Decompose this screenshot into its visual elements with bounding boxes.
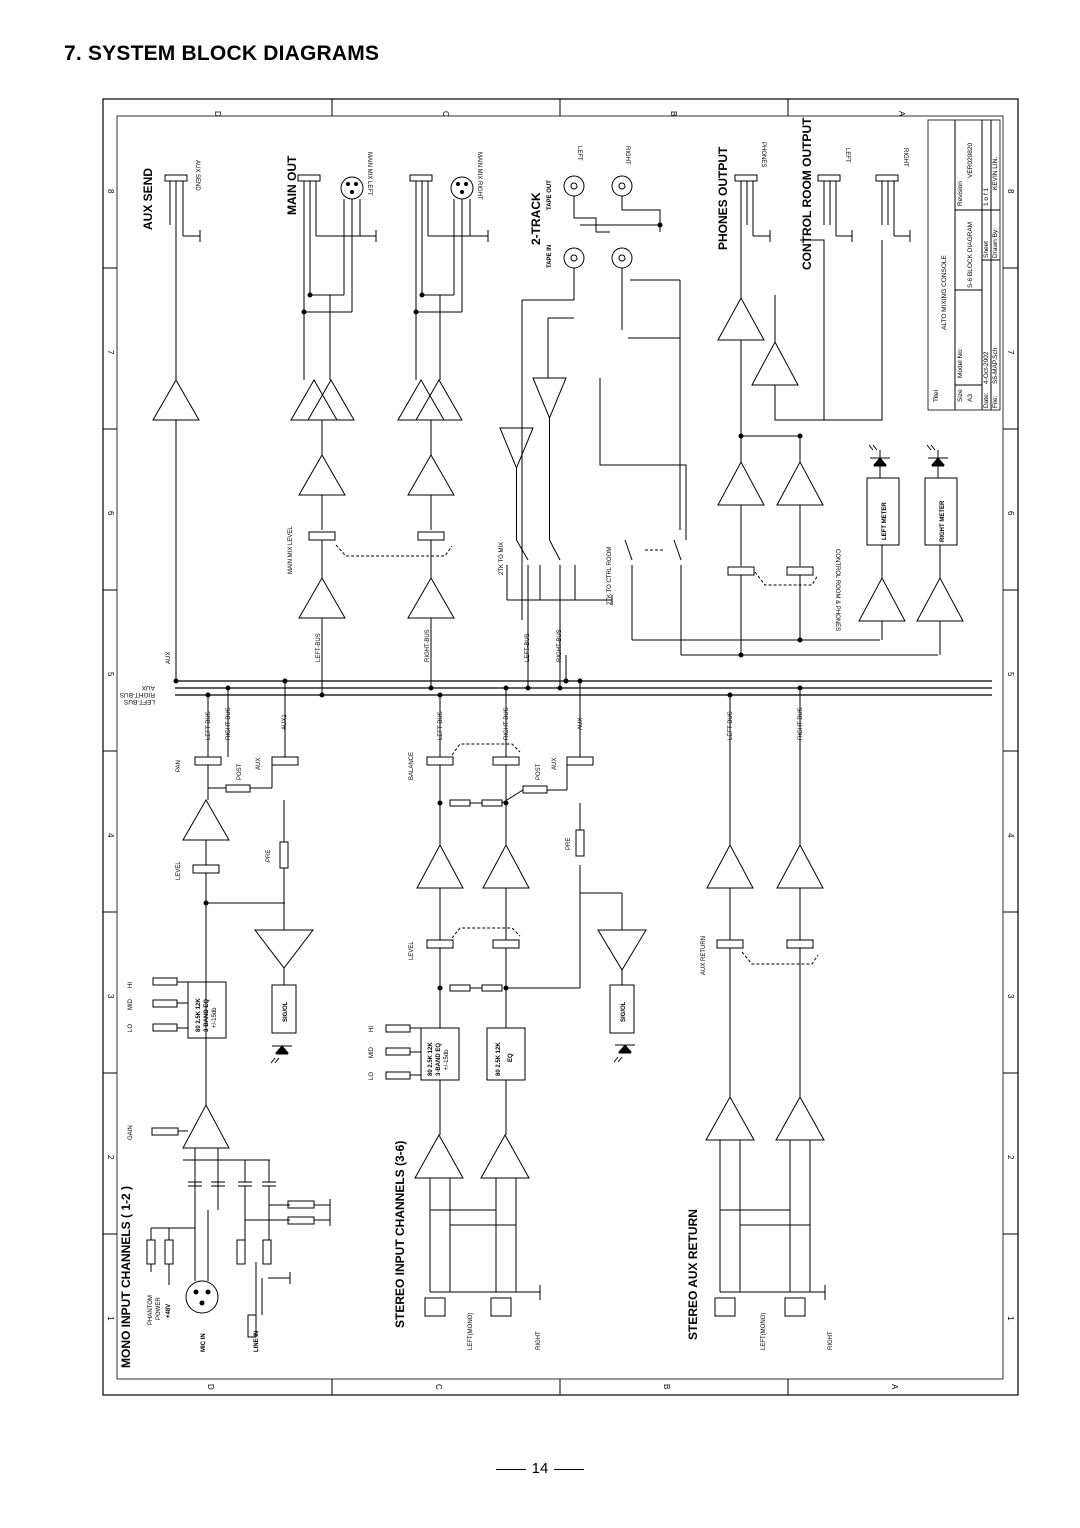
section-title-stereo-aux-return: STEREO AUX RETURN (686, 1209, 700, 1340)
mono-hi-label: HI (128, 982, 134, 988)
right-meter-led-icon (927, 445, 948, 478)
control-room-right-jack (876, 175, 898, 181)
page-number (0, 1460, 1080, 1477)
bus-label-aux: AUX (141, 684, 155, 691)
title-block-size-value: A3 (967, 394, 974, 402)
aux-return-input-amp-left (706, 1097, 754, 1140)
mono-level-label: LEVEL (176, 861, 182, 880)
right-meter-label: RIGHT METER (940, 500, 946, 542)
tk-left-bus-tag: LEFT-BUS (525, 633, 531, 662)
zone-letter-top-b: B (669, 111, 678, 117)
zone-number-right-6: 6 (1006, 511, 1015, 516)
main-out-left-path (291, 175, 376, 697)
phones-amp (718, 298, 764, 340)
mono-mid-label: MID (128, 999, 134, 1010)
stereo-input-amp-right (481, 1135, 529, 1178)
title-block-date-label: Date: (983, 392, 990, 408)
page-title: 7. SYSTEM BLOCK DIAGRAMS (64, 42, 380, 65)
zone-number-left-7: 7 (106, 350, 115, 355)
stereo-post-label: POST (536, 763, 542, 780)
title-block-sheet-value: 1 o f 1 (983, 187, 990, 206)
mono-gain-knob (152, 1128, 178, 1135)
stereo-aux-label: AUX (552, 757, 558, 770)
main-out-left-amp (299, 455, 345, 495)
tape-out-left-rca (564, 176, 584, 196)
phantom-power-label: POWER (156, 1297, 162, 1320)
stereo-eq-freqs-left: 80 2.5K 12K (428, 1042, 434, 1076)
aux-send-jack (165, 175, 187, 181)
mono-pre-switch (280, 842, 288, 868)
stereo-sig-ol-detector (598, 930, 646, 970)
section-title-stereo-input: STEREO INPUT CHANNELS (3-6) (393, 1140, 407, 1328)
aux-return-right-jack (785, 1298, 805, 1316)
mono-pre-label: PRE (266, 849, 272, 862)
control-room-amp-right (777, 462, 823, 505)
page-number-text: 14 (531, 1460, 549, 1477)
mono-aux-label: AUX (256, 757, 262, 770)
control-room-fader-left (728, 567, 754, 575)
main-out-right-xlr (451, 177, 473, 199)
mic-in-xlr (186, 1281, 218, 1313)
stereo-balance-knob-left (427, 757, 453, 765)
mono-aux1-tag: AUX1 (282, 714, 288, 730)
title-block-drawn-label: Drawn By: (992, 228, 999, 258)
mono-pan-label: PAN (176, 760, 182, 772)
zone-letter-top-c: C (441, 111, 450, 117)
title-block-file-label: File: (992, 395, 999, 408)
control-room-left-jack (818, 175, 840, 181)
stereo-right-bus-tag: RIGHT-BUS (504, 707, 510, 740)
mono-eq-freqs: 80 2.5K 12K (196, 998, 202, 1032)
main-out-right-jack (410, 175, 432, 181)
mono-eq-gain: +/-15db (212, 1007, 218, 1028)
tape-right-label: RIGHT (624, 146, 630, 165)
stereo-right-label: RIGHT (536, 1331, 542, 1350)
stereo-input-amp-left (415, 1135, 463, 1178)
mono-left-bus-tag: LEFT-BUS (206, 711, 212, 740)
stereo-eq-gain-left: +/-15db (444, 1049, 450, 1070)
zone-letter-bottom-c: C (434, 1384, 443, 1390)
tape-in-label: TAPE IN (547, 244, 553, 268)
aux-send-amp (153, 380, 199, 420)
zone-number-right-3: 3 (1006, 994, 1015, 999)
stereo-mid-label: MID (369, 1047, 375, 1058)
aux-return-left-mono-label: LEFT(MONO) (761, 1312, 767, 1350)
zone-number-left-3: 3 (106, 994, 115, 999)
main-mix-left-label: MAIN MIX LEFT (366, 152, 372, 196)
tape-out-label: TAPE OUT (547, 180, 553, 210)
mono-sig-ol-detector (255, 930, 313, 968)
aux-return-amp-left (707, 845, 753, 888)
section-title-mono-input: MONO INPUT CHANNELS ( 1-2 ) (119, 1185, 133, 1368)
phones-label: PHONES (760, 142, 766, 168)
left-meter-led-icon (869, 445, 890, 478)
main-out-right-amp (408, 455, 454, 495)
phantom-label: PHANTOM (148, 1295, 154, 1325)
left-meter-amp (859, 578, 905, 621)
zone-letter-bottom-b: B (662, 1384, 671, 1390)
mono-lo-label: LO (128, 1023, 134, 1032)
right-meter-amp (917, 578, 963, 621)
zone-number-left-4: 4 (106, 833, 115, 838)
tape-out-right-rca (612, 176, 632, 196)
zone-letter-top-d: D (213, 111, 222, 117)
mixing-buses (175, 681, 992, 695)
title-block-model-label: Model No: (957, 348, 964, 378)
zone-number-right-1: 1 (1006, 1316, 1015, 1321)
stereo-balance-knob-right (493, 757, 519, 765)
section-title-aux-send: AUX SEND (141, 167, 155, 230)
aux-return-fader-left (717, 940, 743, 948)
stereo-eq-label-right: EQ (508, 1053, 514, 1062)
title-block-revision-value: VER020820 (967, 142, 974, 178)
mic-in-label: MIC IN (201, 1333, 207, 1352)
phones-jack (735, 175, 757, 181)
stereo-right-jack (491, 1298, 511, 1316)
zone-number-right-8: 8 (1006, 189, 1015, 194)
aux-return-label: AUX RETURN (701, 935, 707, 975)
stereo-lo-label: LO (369, 1071, 375, 1080)
aux-send-vertical-label: AUX (166, 651, 172, 664)
mono-sig-ol-label: SIG/OL (283, 1001, 289, 1022)
stereo-level-fader-right (493, 940, 519, 948)
zone-number-right-4: 4 (1006, 833, 1015, 838)
phantom-48v-label: +48V (166, 1303, 172, 1318)
stereo-aux-tag: AUX (578, 717, 584, 730)
section-title-two-track: 2-TRACK (529, 192, 543, 245)
stereo-level-label: LEVEL (409, 941, 415, 960)
mono-post-label: POST (237, 763, 243, 780)
title-block-date-value: 4-Oct-2002 (983, 351, 990, 384)
main-mix-level-fader-right (418, 532, 444, 540)
title-block-sheet-label: Sheet (983, 241, 990, 258)
zone-number-left-8: 8 (106, 189, 115, 194)
section-title-main-out: MAIN OUT (285, 155, 299, 215)
control-room-amp-left (718, 462, 764, 505)
main-out-left-jack (298, 175, 320, 181)
left-meter-label: LEFT METER (882, 502, 888, 540)
mono-aux-knob (272, 757, 298, 765)
bus-label-right: RIGHT-BUS (119, 691, 155, 698)
tape-out-amp-left (500, 428, 533, 468)
stereo-left-jack (425, 1298, 445, 1316)
stereo-eq-freqs-right: 80 2.5K 12K (496, 1042, 502, 1076)
tape-in-right-rca (612, 248, 632, 268)
tk-to-ctrl-room-label: 2TK TO CTRL ROOM (607, 546, 613, 605)
aux-return-left-bus-tag: LEFT-BUS (728, 711, 734, 740)
mono-eq-band: 3-BAND EQ (204, 998, 210, 1032)
tk-to-mix-label: 2TK TO MIX (499, 541, 505, 575)
section-title-phones-output: PHONES OUTPUT (716, 146, 730, 250)
control-room-phones-label: CONTROL ROOM & PHONES (834, 549, 840, 632)
title-block-file-value: S6-MAP.Sch (992, 347, 999, 384)
aux-return-fader-right (787, 940, 813, 948)
tape-out-amp-right (533, 378, 566, 418)
control-room-right-label: RIGHT (902, 148, 908, 167)
section-title-control-room-output: CONTROL ROOM OUTPUT (800, 117, 814, 270)
stereo-eq-box-right (487, 1028, 525, 1080)
stereo-input-channel (386, 679, 646, 1316)
stereo-aux-knob (567, 757, 593, 765)
mono-post-switch (226, 785, 250, 792)
two-track-section (500, 176, 938, 690)
zone-number-right-5: 5 (1006, 672, 1015, 677)
tape-in-left-rca (564, 248, 584, 268)
control-room-left-label: LEFT (844, 148, 850, 163)
mono-level-fader (193, 865, 219, 873)
title-block-model-value: S-6 BLOCK DIAGRAM (967, 221, 974, 288)
mono-input-amp (183, 1105, 229, 1148)
zone-letter-bottom-d: D (206, 1384, 215, 1390)
main-left-bus-tag: LEFT-BUS (316, 633, 322, 662)
mono-gain-label: GAIN (128, 1125, 134, 1140)
main-mix-level-label: MAIN MIX LEVEL (288, 526, 294, 574)
aux-return-input-amp-right (776, 1097, 824, 1140)
title-block-revision-label: Revision (957, 181, 964, 206)
zone-number-right-2: 2 (1006, 1155, 1015, 1160)
main-out-left-xlr (341, 177, 363, 199)
aux-return-right-bus-tag: RIGHT-BUS (798, 707, 804, 740)
tk-right-bus-tag: RIGHT-BUS (557, 629, 563, 662)
aux-return-amp-right (777, 845, 823, 888)
stereo-aux-return (706, 686, 825, 1316)
stereo-amp-right (483, 845, 529, 888)
mono-sig-led-icon (271, 1046, 292, 1063)
main-mix-right-label: MAIN MIX RIGHT (476, 152, 482, 200)
zone-number-right-7: 7 (1006, 350, 1015, 355)
stereo-pre-switch (576, 830, 584, 856)
main-out-right-path (336, 175, 488, 690)
phones-amp-2 (752, 342, 798, 385)
stereo-hi-label: HI (369, 1026, 375, 1032)
title-block-title-label: Titel (933, 389, 940, 402)
control-room-fader-right (787, 567, 813, 575)
main-mix-level-fader-left (309, 532, 335, 540)
zone-letter-top-a: A (897, 111, 906, 117)
stereo-level-fader-left (427, 940, 453, 948)
stereo-post-switch (523, 786, 547, 793)
zone-number-left-1: 1 (106, 1316, 115, 1321)
mono-channel-amp (183, 800, 229, 840)
aux-send-path (153, 175, 200, 683)
title-block-title-value: ALTO MIXING CONSOLE (941, 255, 948, 330)
title-block-drawn-value: KEVIN LIN. (992, 156, 999, 190)
main-right-bus-tag: RIGHT-BUS (425, 629, 431, 662)
aux-return-left-jack (715, 1298, 735, 1316)
aux-send-jack-label: AUX SEND (194, 160, 200, 191)
drawing-frame (103, 99, 1018, 1395)
stereo-balance-label: BALANCE (409, 751, 415, 780)
stereo-sig-led-icon (614, 1045, 635, 1062)
mono-pan-knob (195, 757, 221, 765)
bus-label-left: LEFT-BUS (123, 698, 155, 705)
stereo-eq-band-left: 3-BAND EQ (436, 1042, 442, 1076)
stereo-pre-label: PRE (566, 837, 572, 850)
zone-letter-bottom-a: A (890, 1384, 899, 1390)
zone-number-left-6: 6 (106, 511, 115, 516)
mono-right-bus-tag: RIGHT-BUS (226, 707, 232, 740)
stereo-amp-left (417, 845, 463, 888)
stereo-left-mono-label: LEFT(MONO) (468, 1312, 474, 1350)
aux-return-right-label: RIGHT (828, 1331, 834, 1350)
title-block-size-label: Size (957, 389, 964, 402)
line-in-label: LINE IN (254, 1330, 260, 1352)
tape-left-label: LEFT (576, 146, 582, 161)
zone-number-left-5: 5 (106, 672, 115, 677)
zone-number-left-2: 2 (106, 1155, 115, 1160)
stereo-sig-ol-label: SIG/OL (621, 1001, 627, 1022)
stereo-left-bus-tag: LEFT-BUS (438, 711, 444, 740)
